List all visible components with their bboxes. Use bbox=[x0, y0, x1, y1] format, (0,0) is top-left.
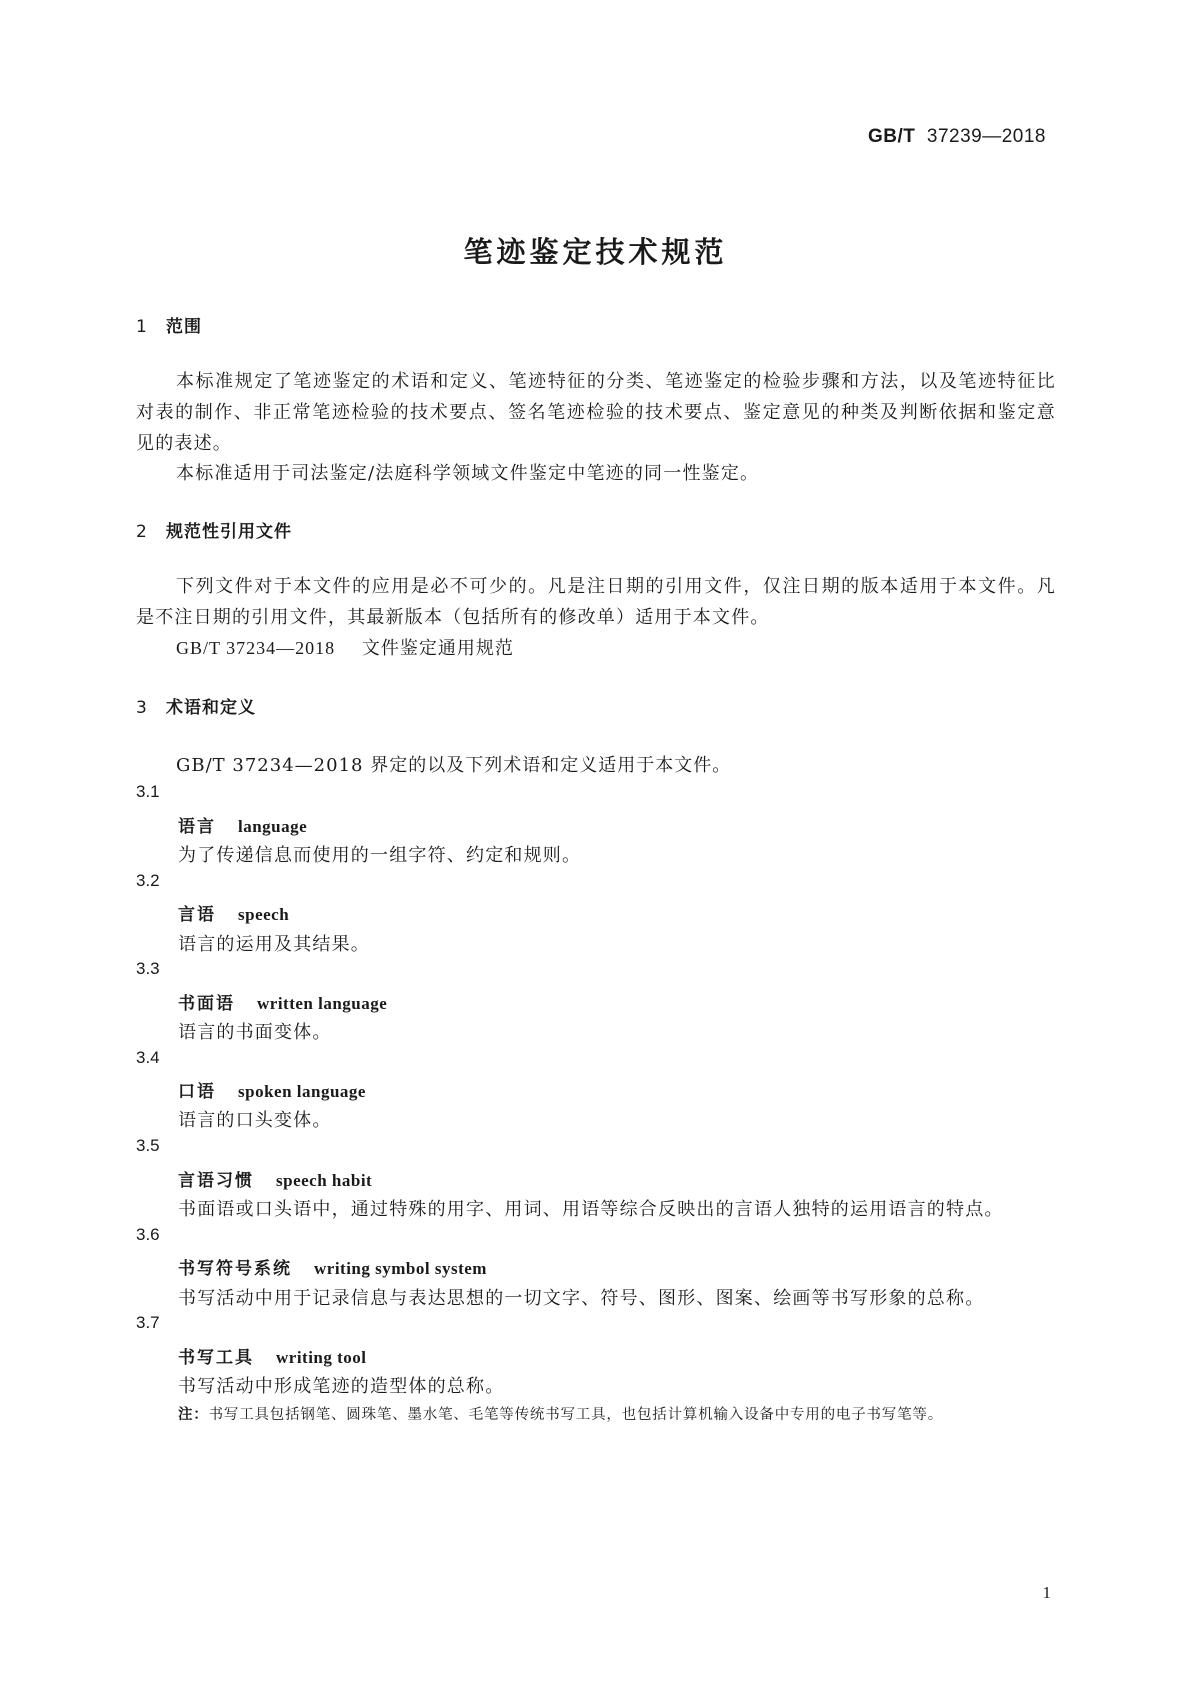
term-name bbox=[178, 989, 387, 1014]
term-name bbox=[178, 812, 307, 837]
term-en: writing tool bbox=[276, 1348, 367, 1367]
note-label: 注： bbox=[178, 1407, 209, 1423]
term-number: 3.2 bbox=[136, 871, 160, 890]
reference-entry bbox=[176, 634, 514, 660]
section-heading-terms bbox=[136, 693, 256, 718]
term-zh: 书面语 bbox=[178, 994, 235, 1014]
section-title: 范围 bbox=[166, 317, 202, 337]
term-definition: 语言的运用及其结果。 bbox=[178, 934, 370, 955]
term-en: spoken language bbox=[238, 1082, 366, 1101]
term-zh: 语言 bbox=[178, 817, 216, 837]
term-name bbox=[178, 1166, 372, 1191]
term-definition: 书写活动中形成笔迹的造型体的总称。 bbox=[178, 1376, 505, 1397]
term-definition: 书面语或口头语中，通过特殊的用字、用词、用语等综合反映出的言语人独特的运用语言的特点。 bbox=[178, 1199, 1004, 1220]
terms-intro: GB/T 37234—2018 界定的以及下列术语和定义适用于本文件。 bbox=[176, 755, 732, 776]
document-title: 笔迹鉴定技术规范 bbox=[463, 235, 728, 269]
term-definition: 语言的口头变体。 bbox=[178, 1110, 332, 1131]
standard-code-number: 37239—2018 bbox=[926, 126, 1046, 147]
section-number: 3 bbox=[136, 698, 148, 718]
note bbox=[178, 1403, 943, 1424]
term-name bbox=[178, 1343, 367, 1368]
reference-title: 文件鉴定通用规范 bbox=[361, 638, 514, 659]
standard-code-prefix: GB/T bbox=[867, 126, 916, 147]
term-en: language bbox=[238, 817, 308, 836]
term-number: 3.4 bbox=[136, 1048, 160, 1067]
term-number: 3.5 bbox=[136, 1136, 160, 1155]
paragraph: 下列文件对于本文件的应用是必不可少的。凡是注日期的引用文件，仅注日期的版本适用于本文件。凡是不注日期的引用文件，其最新版本（包括所有的修改单）适用于本文件。 bbox=[136, 576, 1056, 628]
term-zh: 书写工具 bbox=[178, 1348, 254, 1368]
term-en: speech habit bbox=[276, 1171, 373, 1190]
term-zh: 书写符号系统 bbox=[178, 1259, 292, 1279]
term-number: 3.3 bbox=[136, 959, 160, 978]
standard-code bbox=[868, 126, 1046, 148]
term-name bbox=[178, 900, 289, 925]
term-name bbox=[178, 1077, 366, 1102]
term-en: written language bbox=[257, 994, 388, 1013]
term-definition: 语言的书面变体。 bbox=[178, 1022, 332, 1043]
note-text: 书写工具包括钢笔、圆珠笔、墨水笔、毛笔等传统书写工具，也包括计算机输入设备中专用的电子书写笔等。 bbox=[208, 1407, 944, 1423]
term-definition: 书写活动中用于记录信息与表达思想的一切文字、符号、图形、图案、绘画等书写形象的总称。 bbox=[178, 1288, 985, 1309]
section-title: 规范性引用文件 bbox=[166, 522, 292, 542]
term-en: speech bbox=[238, 905, 290, 924]
page-number: 1 bbox=[1042, 1583, 1051, 1602]
term-zh: 口语 bbox=[178, 1082, 216, 1102]
reference-code: GB/T 37234—2018 bbox=[176, 638, 336, 658]
term-number: 3.7 bbox=[136, 1313, 160, 1332]
paragraph: 本标准规定了笔迹鉴定的术语和定义、笔迹特征的分类、笔迹鉴定的检验步骤和方法，以及笔迹特征比对表的制作、非正常笔迹检验的技术要点、签名笔迹检验的技术要点、鉴定意见的种类及判断依据和鉴定意见的表述。 bbox=[136, 371, 1056, 454]
term-number: 3.1 bbox=[136, 782, 160, 801]
section-number: 1 bbox=[136, 317, 148, 337]
term-en: writing symbol system bbox=[314, 1259, 487, 1278]
term-zh: 言语 bbox=[178, 905, 216, 925]
section-heading-scope bbox=[136, 312, 202, 337]
term-zh: 言语习惯 bbox=[178, 1171, 254, 1191]
term-definition: 为了传递信息而使用的一组字符、约定和规则。 bbox=[178, 845, 582, 866]
section-title: 术语和定义 bbox=[166, 698, 256, 718]
section-heading-normative-references bbox=[136, 517, 292, 542]
term-name bbox=[178, 1254, 487, 1279]
term-number: 3.6 bbox=[136, 1225, 160, 1244]
section-number: 2 bbox=[136, 522, 148, 542]
paragraph: 本标准适用于司法鉴定/法庭科学领域文件鉴定中笔迹的同一性鉴定。 bbox=[176, 463, 760, 484]
